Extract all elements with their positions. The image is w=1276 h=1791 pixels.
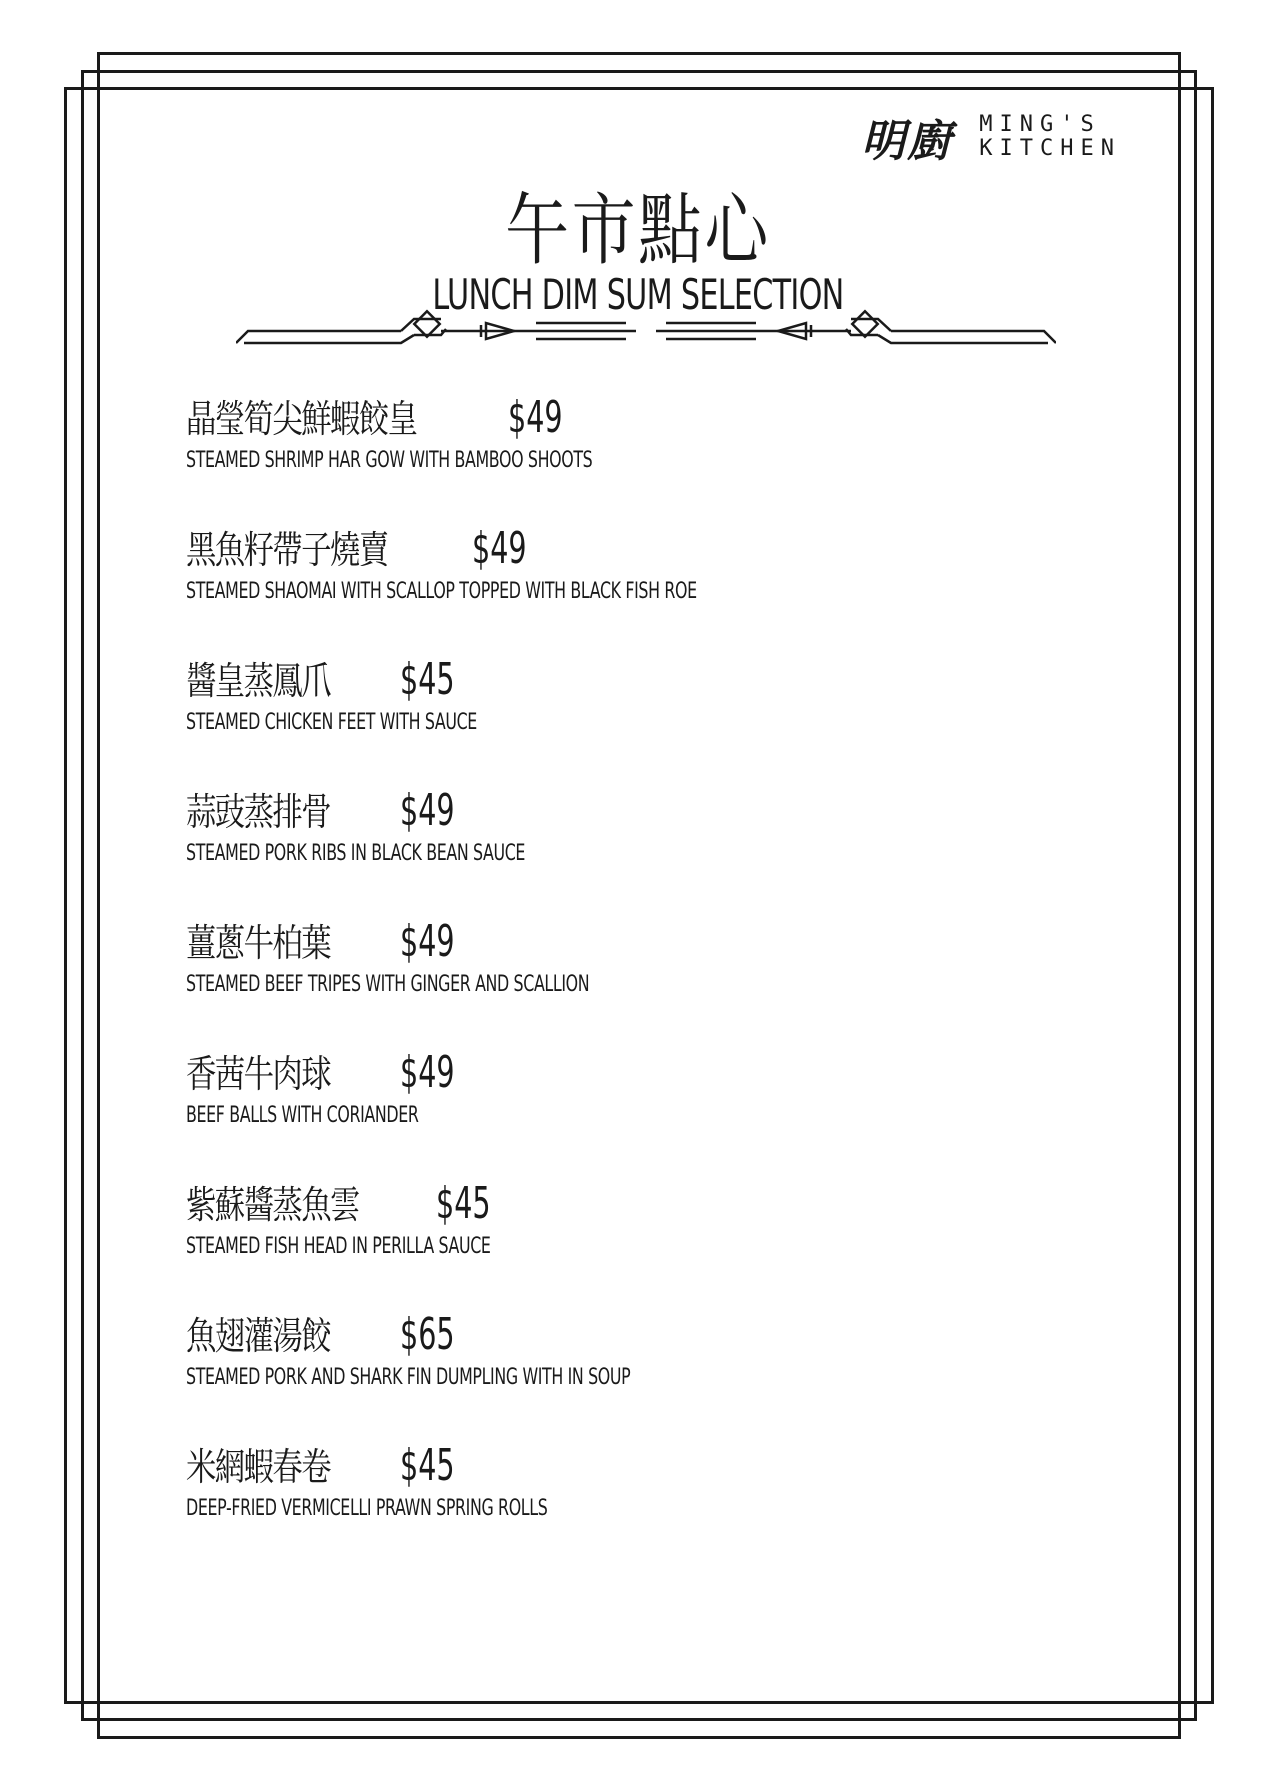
item-price: $49 [400,785,455,836]
item-price: $49 [400,1047,455,1098]
item-name-chinese: 米網蝦春卷 [186,1445,331,1489]
item-name-english: STEAMED PORK RIBS IN BLACK BEAN SAUCE [186,841,526,866]
item-name-chinese: 蒜豉蒸排骨 [186,790,331,834]
item-price: $45 [400,1440,455,1491]
menu-item [186,388,1036,519]
item-name-chinese: 晶瑩筍尖鮮蝦餃皇 [186,397,417,441]
menu-title-chinese: 午市點心 [505,186,771,276]
item-name-english: STEAMED SHRIMP HAR GOW WITH BAMBOO SHOOTS [186,448,593,473]
item-name-chinese: 醬皇蒸鳳爪 [186,659,331,703]
menu-item [186,519,1036,650]
item-price: $45 [436,1178,491,1229]
item-name-chinese: 黑魚籽帶子燒賣 [186,528,388,572]
menu-item [186,912,1036,1043]
decorative-divider [236,305,1056,355]
logo-english-line2: KITCHEN [979,136,1121,161]
item-name-english: STEAMED BEEF TRIPES WITH GINGER AND SCALLION [186,972,590,997]
dim-sum-menu-list [186,388,1036,1567]
logo-chinese: 明廚 [861,116,954,167]
item-name-chinese: 薑蔥牛柏葉 [186,921,331,965]
menu-title-english: LUNCH DIM SUM SELECTION [432,270,844,319]
item-name-english: BEEF BALLS WITH CORIANDER [186,1103,419,1128]
item-name-english: DEEP-FRIED VERMICELLI PRAWN SPRING ROLLS [186,1496,548,1521]
item-name-chinese: 香茜牛肉球 [186,1052,331,1096]
menu-item [186,781,1036,912]
item-name-english: STEAMED FISH HEAD IN PERILLA SAUCE [186,1234,491,1259]
item-name-english: STEAMED SHAOMAI WITH SCALLOP TOPPED WITH BLACK FISH ROE [186,579,697,604]
item-name-english: STEAMED PORK AND SHARK FIN DUMPLING WITH IN SOUP [186,1365,631,1390]
item-name-chinese: 魚翅灌湯餃 [186,1314,331,1358]
menu-item [186,1043,1036,1174]
logo-english [979,113,1121,161]
menu-item [186,1436,1036,1567]
item-price: $45 [400,654,455,705]
logo-english-line1: MING'S [979,112,1101,137]
menu-item [186,1174,1036,1305]
menu-item [186,650,1036,781]
item-name-chinese: 紫蘇醬蒸魚雲 [186,1183,359,1227]
item-price: $65 [400,1309,455,1360]
item-price: $49 [508,392,563,443]
item-price: $49 [472,523,527,574]
item-price: $49 [400,916,455,967]
restaurant-logo [861,105,1121,169]
menu-item [186,1305,1036,1436]
item-name-english: STEAMED CHICKEN FEET WITH SAUCE [186,710,477,735]
